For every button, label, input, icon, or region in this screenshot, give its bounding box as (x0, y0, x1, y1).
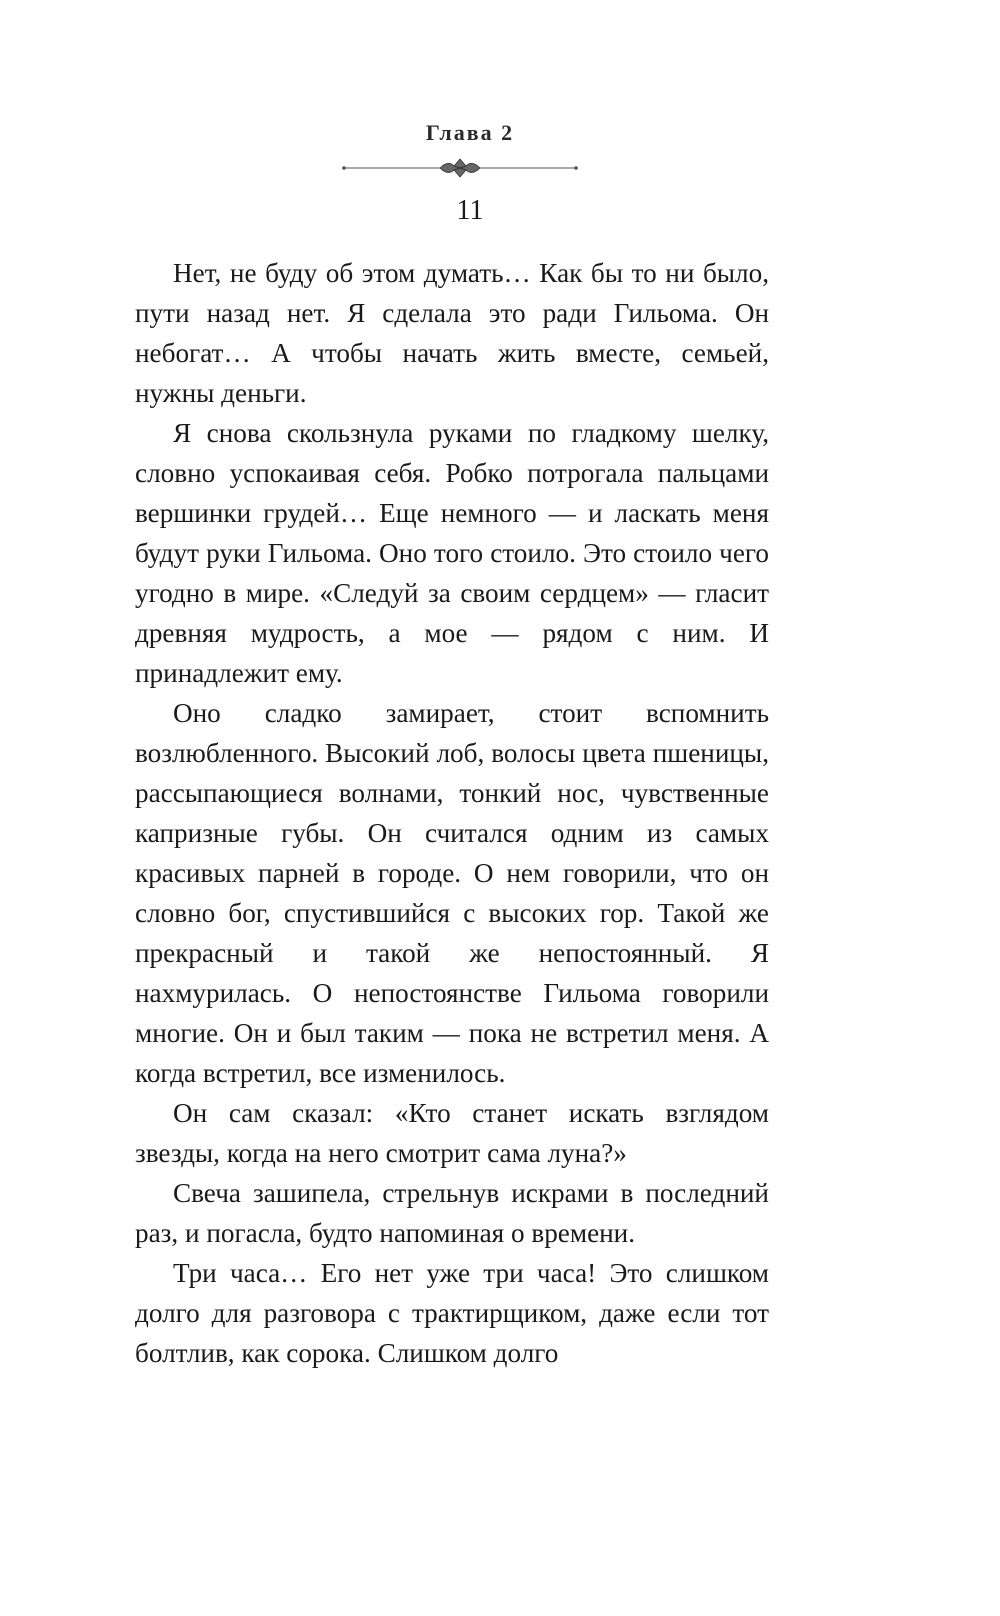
paragraph: Три часа… Его нет уже три часа! Это слишком долго для разговора с трактирщиком, даже если тот болтлив, как сорока. Слишком долго (135, 1258, 769, 1368)
paragraph: Нет, не буду об этом думать… Как бы то ни было, пути назад нет. Я сделала это ради Гильома. Он небогат… А чтобы начать жить вместе, семьей, нужны деньги. (135, 258, 769, 408)
paragraph: Он сам сказал: «Кто станет искать взглядом звезды, когда на него смотрит сама луна?» (135, 1098, 769, 1168)
decorative-divider-icon (340, 156, 580, 180)
page-number: 11 (456, 195, 484, 226)
paragraph: Свеча зашипела, стрельнув искрами в последний раз, и погасла, будто напоминая о времени. (135, 1178, 769, 1248)
paragraph: Оно сладко замирает, стоит вспомнить возлюбленного. Высокий лоб, волосы цвета пшеницы, рассыпающиеся волнами, тонкий нос, чувственные капризные губы. Он считался одним из самых красивых парней в городе. О нем говорили, что он словно бог, спустившийся с высоких гор. Такой же прекрасный и такой же непостоянный. Я нахмурилась. О непостоянстве Гильома говорили многие. Он и был таким — пока не встретил меня. А когда встретил, все изменилось. (135, 698, 769, 1088)
body-text (135, 253, 769, 1373)
paragraph: Я снова скользнула руками по гладкому шелку, словно успокаивая себя. Робко потрогала пальцами вершинки грудей… Еще немного — и ласкать меня будут руки Гильома. Оно того стоило. Это стоило чего угодно в мире. «Следуй за своим сердцем» — гласит древняя мудрость, а мое — рядом с ним. И принадлежит ему. (135, 418, 769, 688)
chapter-title: Глава 2 (425, 120, 515, 145)
